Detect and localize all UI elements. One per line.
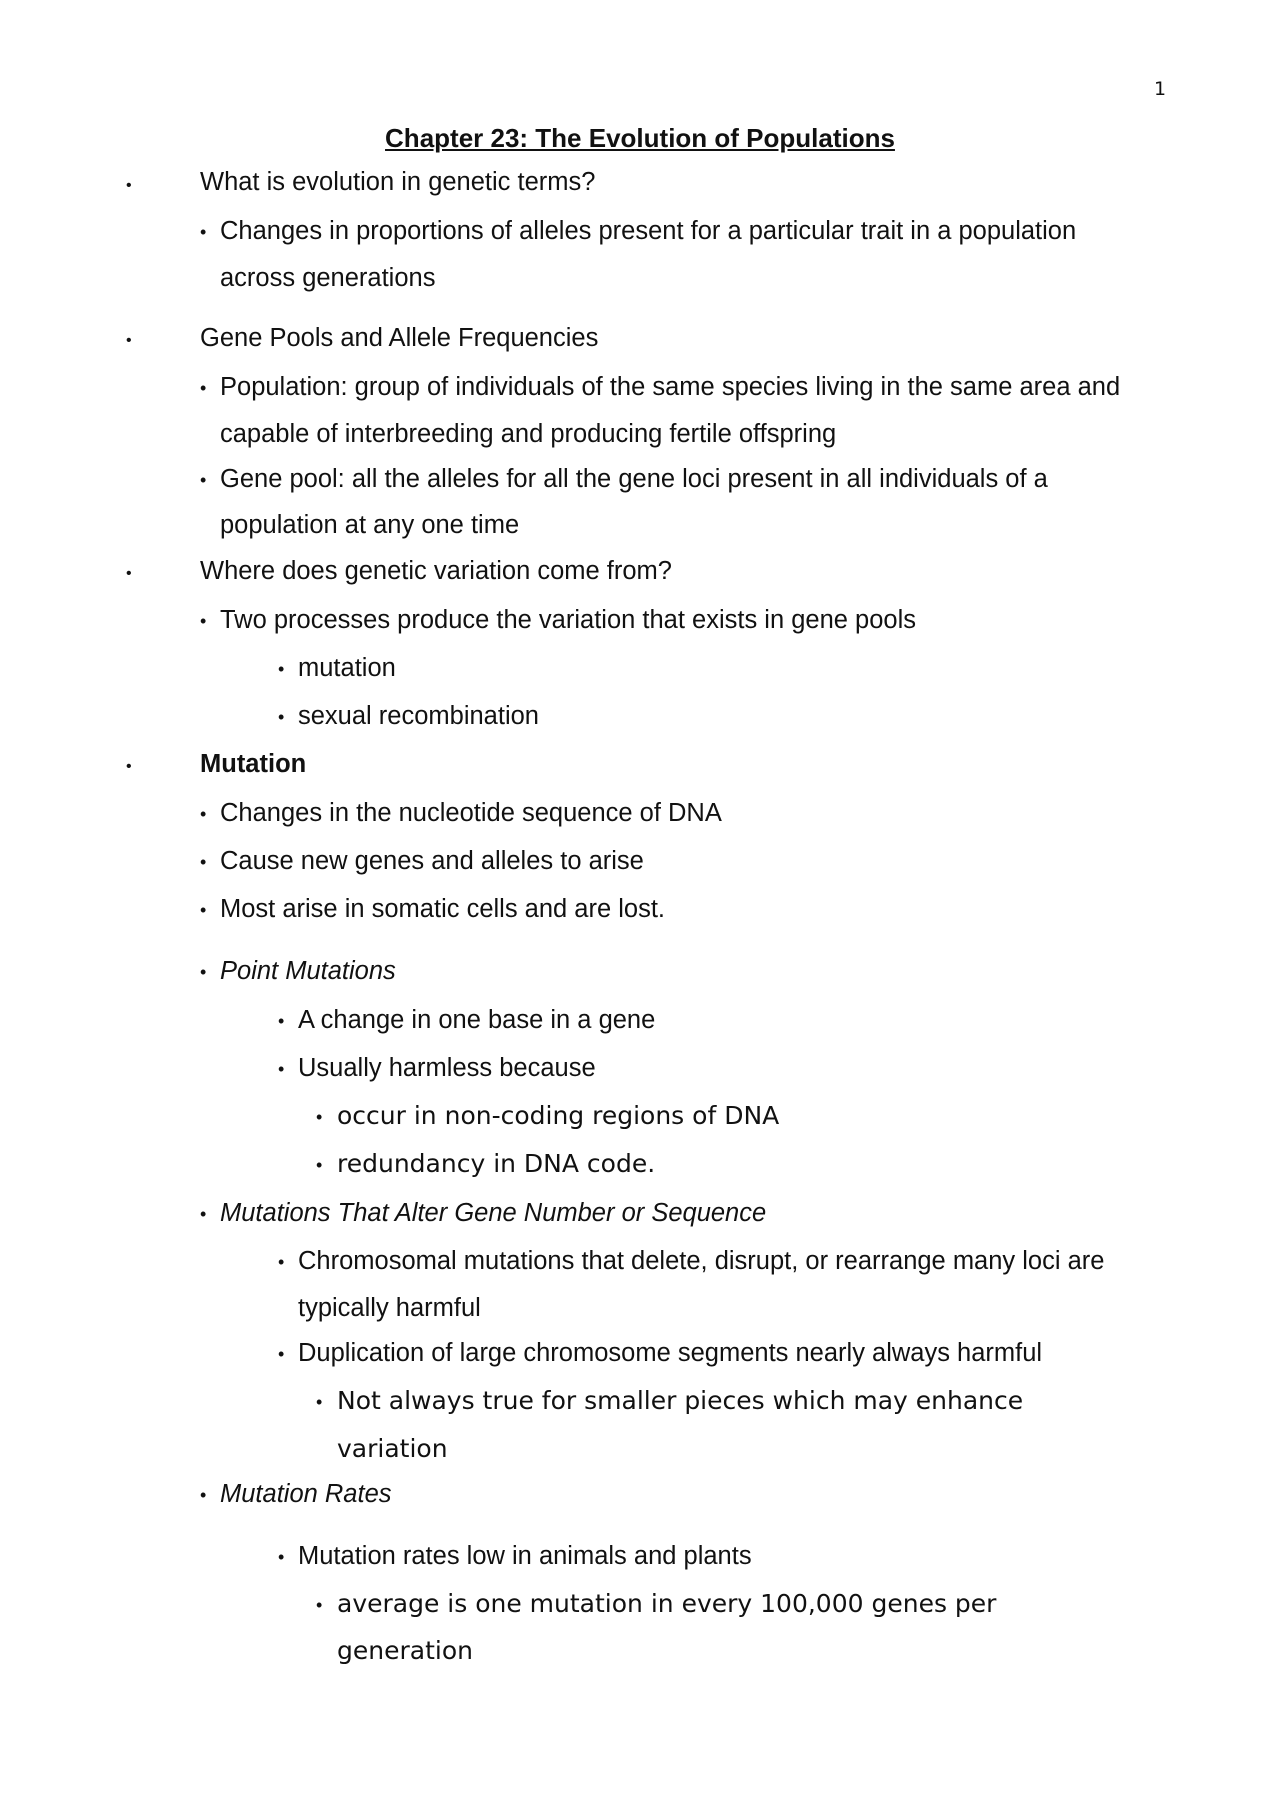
list-item-text: Changes in proportions of alleles present for a particular trait in a population <box>220 217 1077 245</box>
list-item-text: capable of interbreeding and producing fertile offspring <box>220 420 837 448</box>
list-item-text: A change in one base in a gene <box>298 1006 656 1034</box>
bullet-level3: • <box>278 1059 285 1079</box>
heading-gene-pools: Gene Pools and Allele Frequencies <box>200 324 599 352</box>
bullet-level2: • <box>200 804 207 824</box>
list-item-text: average is one mutation in every 100,000 genes per <box>337 1589 997 1618</box>
bullet-level3: • <box>278 659 285 679</box>
list-item-text: typically harmful <box>298 1294 481 1322</box>
bullet-level1: • <box>126 758 132 775</box>
bullet-level2: • <box>200 222 207 242</box>
subheading-mutation-rates: Mutation Rates <box>220 1480 392 1508</box>
bullet-level4: • <box>316 1392 323 1412</box>
list-item-text: redundancy in DNA code. <box>337 1149 656 1178</box>
bullet-level1: • <box>126 565 132 582</box>
list-item-text: population at any one time <box>220 511 520 539</box>
list-item-text: Two processes produce the variation that exists in gene pools <box>220 606 916 634</box>
heading-genetic-variation: Where does genetic variation come from? <box>200 557 672 585</box>
bullet-level3: • <box>278 1011 285 1031</box>
list-item-text: Chromosomal mutations that delete, disrupt, or rearrange many loci are <box>298 1247 1105 1275</box>
subheading-alter-gene-number: Mutations That Alter Gene Number or Sequence <box>220 1199 767 1227</box>
page-title: Chapter 23: The Evolution of Populations <box>385 123 895 153</box>
bullet-level4: • <box>316 1595 323 1615</box>
list-item-text: Changes in the nucleotide sequence of DNA <box>220 799 722 827</box>
list-item-text: Not always true for smaller pieces which may enhance <box>337 1386 1024 1415</box>
list-item-text: Duplication of large chromosome segments nearly always harmful <box>298 1339 1043 1367</box>
list-item-text: mutation <box>298 654 396 682</box>
bullet-level3: • <box>278 707 285 727</box>
list-item-text: generation <box>337 1636 473 1665</box>
bullet-level1: • <box>126 332 132 349</box>
subheading-point-mutations: Point Mutations <box>220 957 396 985</box>
bullet-level1: • <box>126 177 132 194</box>
bullet-level4: • <box>316 1155 323 1175</box>
bullet-level2: • <box>200 852 207 872</box>
bullet-level3: • <box>278 1547 285 1567</box>
list-item-text: Population: group of individuals of the same species living in the same area and <box>220 373 1121 401</box>
bullet-level2: • <box>200 1204 207 1224</box>
bullet-level3: • <box>278 1344 285 1364</box>
bullet-level2: • <box>200 378 207 398</box>
list-item-text: sexual recombination <box>298 702 539 730</box>
list-item-text: occur in non-coding regions of DNA <box>337 1101 780 1130</box>
list-item-text: Cause new genes and alleles to arise <box>220 847 644 875</box>
bullet-level4: • <box>316 1107 323 1127</box>
page-number: 1 <box>1154 78 1167 100</box>
list-item-text: Usually harmless because <box>298 1054 596 1082</box>
bullet-level2: • <box>200 611 207 631</box>
heading-mutation: Mutation <box>200 750 307 778</box>
bullet-level2: • <box>200 900 207 920</box>
bullet-level2: • <box>200 470 207 490</box>
list-item-text: variation <box>337 1434 448 1463</box>
bullet-level3: • <box>278 1252 285 1272</box>
list-item-text: Gene pool: all the alleles for all the gene loci present in all individuals of a <box>220 465 1048 493</box>
heading-evolution-genetic-terms: What is evolution in genetic terms? <box>200 168 596 196</box>
bullet-level2: • <box>200 1485 207 1505</box>
bullet-level2: • <box>200 962 207 982</box>
list-item-text: Mutation rates low in animals and plants <box>298 1542 752 1570</box>
list-item-text: Most arise in somatic cells and are lost. <box>220 895 666 923</box>
list-item-text: across generations <box>220 264 436 292</box>
